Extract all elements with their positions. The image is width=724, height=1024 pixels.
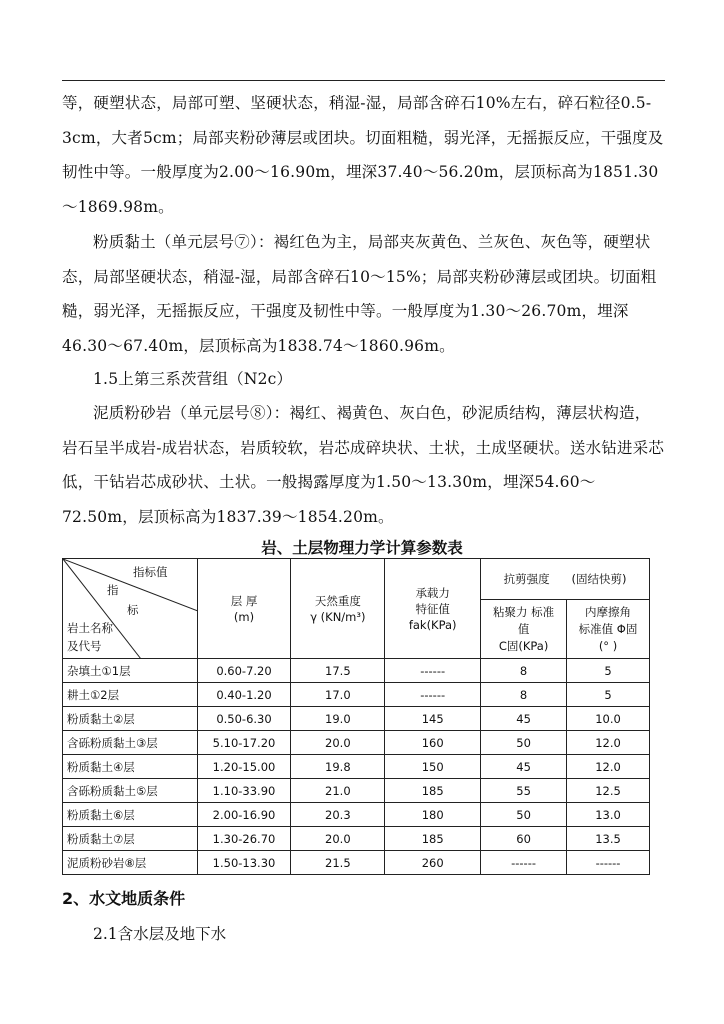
- bearing-cell: 145: [385, 707, 481, 731]
- thickness-cell: 0.50-6.30: [197, 707, 291, 731]
- thickness-cell: 1.10-33.90: [197, 779, 291, 803]
- soil-name-cell: 含砾粉质黏土③层: [63, 731, 198, 755]
- cohesion-cell: 45: [481, 755, 567, 779]
- friction-cell: 5: [567, 659, 650, 683]
- thickness-cell: 0.40-1.20: [197, 683, 291, 707]
- header-thickness: 层 厚 (m): [197, 559, 291, 659]
- table-row: [63, 827, 650, 851]
- bearing-cell: 185: [385, 779, 481, 803]
- table-row: [63, 803, 650, 827]
- thickness-cell: 1.50-13.30: [197, 851, 291, 875]
- paragraph-1: [62, 86, 665, 224]
- bearing-cell: 180: [385, 803, 481, 827]
- soil-name-cell: 含砾粉质黏土⑤层: [63, 779, 198, 803]
- friction-cell: 5: [567, 683, 650, 707]
- table-row: [63, 683, 650, 707]
- friction-cell: 13.5: [567, 827, 650, 851]
- table-row: [63, 755, 650, 779]
- bearing-cell: ------: [385, 659, 481, 683]
- density-cell: 17.5: [291, 659, 385, 683]
- diag-label-bottom1: 岩土名称: [67, 621, 113, 635]
- cohesion-cell: 8: [481, 659, 567, 683]
- bearing-cell: 185: [385, 827, 481, 851]
- soil-name-cell: 粉质黏土⑦层: [63, 827, 198, 851]
- thickness-cell: 1.30-26.70: [197, 827, 291, 851]
- diag-label-top: 指标值: [133, 565, 168, 579]
- cohesion-cell: 45: [481, 707, 567, 731]
- section-heading: 2、水文地质条件: [62, 889, 186, 908]
- header-rule: [62, 80, 665, 81]
- cohesion-cell: 55: [481, 779, 567, 803]
- density-cell: 19.0: [291, 707, 385, 731]
- density-cell: 19.8: [291, 755, 385, 779]
- soil-name-cell: 粉质黏土⑥层: [63, 803, 198, 827]
- bearing-cell: 150: [385, 755, 481, 779]
- diag-label-mid1: 指: [107, 583, 119, 597]
- header-cohesion: 粘聚力 标准 值 C固(KPa): [481, 600, 567, 659]
- subsection-heading-text: 1.5上第三系茨营组（N2c）: [93, 370, 293, 388]
- cohesion-cell: 8: [481, 683, 567, 707]
- paragraph-3-text: 泥质粉砂岩（单元层号⑧）：褐红、褐黄色、灰白色，砂泥质结构，薄层状构造，岩石呈半成岩-成岩状态，岩质较软，岩芯成碎块状、土状，土成坚硬状。送水钻进采芯低，干钻岩芯成砂状、土状。一般揭露厚度为1.50～13.30m，埋深54.60～72.50m，层顶标高为1837.39～1854.20m。: [62, 404, 665, 526]
- density-cell: 20.0: [291, 827, 385, 851]
- table-header-row: [63, 559, 650, 600]
- subsection-heading: [62, 362, 665, 397]
- header-bearing: 承载力 特征值 fak(KPa): [385, 559, 481, 659]
- density-cell: 21.5: [291, 851, 385, 875]
- cohesion-cell: ------: [481, 851, 567, 875]
- density-cell: 20.0: [291, 731, 385, 755]
- density-cell: 20.3: [291, 803, 385, 827]
- bearing-cell: 260: [385, 851, 481, 875]
- soil-name-cell: 粉质黏土②层: [63, 707, 198, 731]
- friction-cell: 10.0: [567, 707, 650, 731]
- soil-name-cell: 泥质粉砂岩⑧层: [63, 851, 198, 875]
- diag-label-bottom2: 及代号: [67, 639, 102, 653]
- paragraph-2: [62, 225, 665, 363]
- table-row: [63, 731, 650, 755]
- friction-cell: 13.0: [567, 803, 650, 827]
- cohesion-cell: 60: [481, 827, 567, 851]
- soil-name-cell: 杂填土①1层: [63, 659, 198, 683]
- soil-name-cell: 耕土①2层: [63, 683, 198, 707]
- paragraph-3: [62, 396, 665, 534]
- friction-cell: 12.0: [567, 755, 650, 779]
- table-row: [63, 851, 650, 875]
- friction-cell: 12.0: [567, 731, 650, 755]
- diag-label-mid2: 标: [127, 603, 139, 617]
- thickness-cell: 1.20-15.00: [197, 755, 291, 779]
- friction-cell: 12.5: [567, 779, 650, 803]
- bearing-cell: 160: [385, 731, 481, 755]
- cohesion-cell: 50: [481, 803, 567, 827]
- paragraph-2-text: 粉质黏土（单元层号⑦）：褐红色为主，局部夹灰黄色、兰灰色、灰色等，硬塑状态，局部坚硬状态，稍湿-湿，局部含碎石10～15%；局部夹粉砂薄层或团块。切面粗糙，弱光泽，无摇振反应，干强度及韧性中等。一般厚度为1.30～26.70m，埋深46.30～67.40m，层顶标高为1838.74～1860.96m。: [62, 233, 657, 355]
- header-friction: 内摩擦角 标准值 Φ固 (° ): [567, 600, 650, 659]
- subsection-heading-2: 2.1含水层及地下水: [93, 925, 227, 943]
- table-row: [63, 659, 650, 683]
- table-body: [63, 659, 650, 875]
- diagonal-header-cell: [63, 559, 198, 659]
- friction-cell: ------: [567, 851, 650, 875]
- header-density: 天然重度 γ (KN/m³): [291, 559, 385, 659]
- thickness-cell: 5.10-17.20: [197, 731, 291, 755]
- paragraph-1-text: 等，硬塑状态，局部可塑、坚硬状态，稍湿-湿，局部含碎石10%左右，碎石粒径0.5-3cm，大者5cm；局部夹粉砂薄层或团块。切面粗糙，弱光泽，无摇振反应，干强度及韧性中等。一般厚度为2.00～16.90m，埋深37.40～56.20m，层顶标高为1851.30～1869.98m。: [62, 94, 664, 216]
- soil-name-cell: 粉质黏土④层: [63, 755, 198, 779]
- density-cell: 17.0: [291, 683, 385, 707]
- thickness-cell: 0.60-7.20: [197, 659, 291, 683]
- density-cell: 21.0: [291, 779, 385, 803]
- table-row: [63, 707, 650, 731]
- cohesion-cell: 50: [481, 731, 567, 755]
- table-title: 岩、土层物理力学计算参数表: [261, 539, 463, 557]
- parameter-table: [62, 558, 650, 875]
- bearing-cell: ------: [385, 683, 481, 707]
- table-row: [63, 779, 650, 803]
- header-shear: 抗剪强度 (固结快剪): [481, 559, 650, 600]
- thickness-cell: 2.00-16.90: [197, 803, 291, 827]
